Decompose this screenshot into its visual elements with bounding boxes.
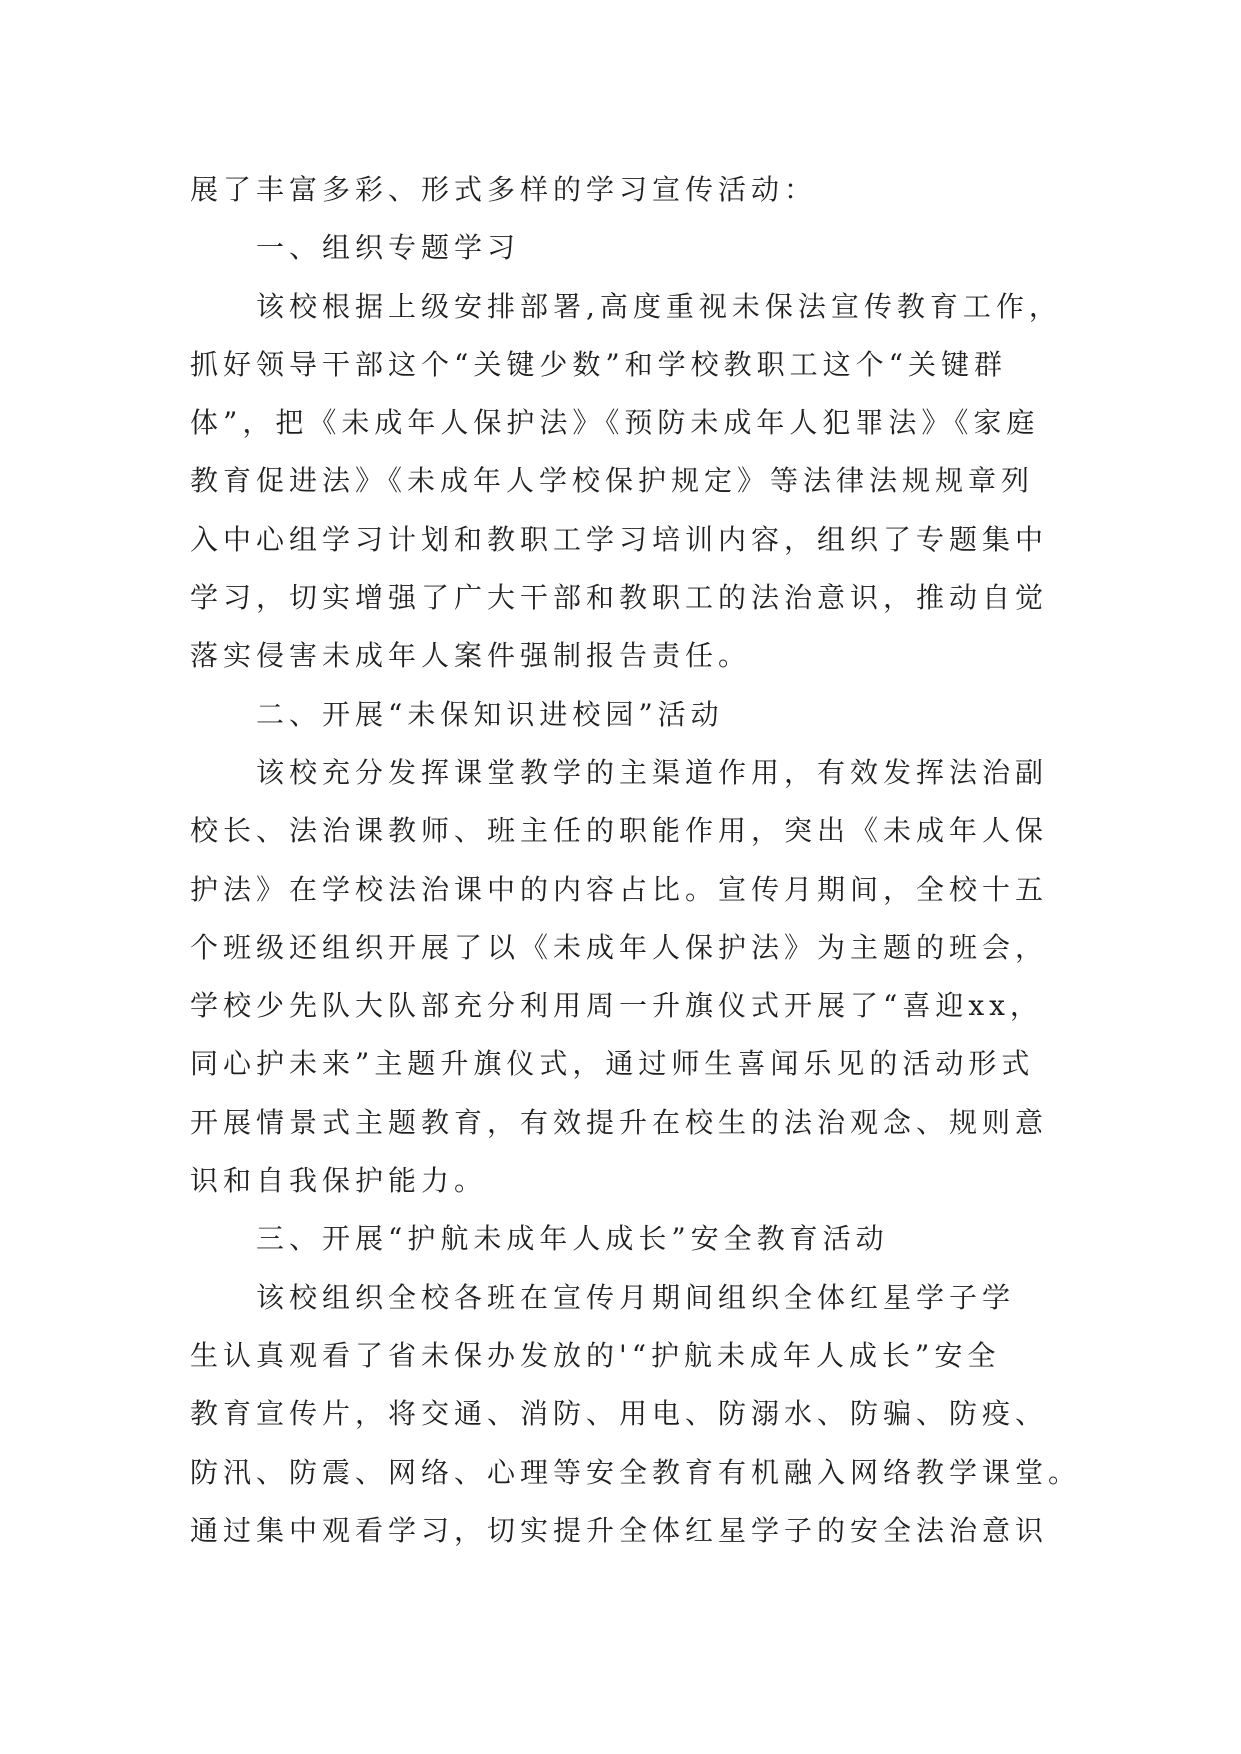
paragraph-line: 学校少先队大队部充分利用周一升旗仪式开展了“喜迎xx， bbox=[190, 989, 1043, 1023]
section-heading: 一、组织专题学习 bbox=[256, 231, 521, 265]
paragraph-line: 同心护未来”主题升旗仪式，通过师生喜闻乐见的活动形式 bbox=[190, 1047, 1035, 1081]
paragraph-line: 抓好领导干部这个“关键少数”和学校教职工这个“关键群 bbox=[190, 347, 1007, 381]
paragraph-line: 落实侵害未成年人案件强制报告责任。 bbox=[190, 639, 752, 673]
paragraph-line: 校长、法治课教师、班主任的职能作用，突出《未成年人保 bbox=[190, 814, 1049, 848]
paragraph-line: 教育促进法》《未成年人学校保护规定》等法律法规规章列 bbox=[190, 464, 1035, 498]
paragraph-line: 该校组织全校各班在宣传月期间组织全体红星学子学 bbox=[256, 1280, 1016, 1314]
section-heading: 二、开展“未保知识进校园”活动 bbox=[256, 697, 724, 731]
paragraph-line: 体”，把《未成年人保护法》《预防未成年人犯罪法》《家庭 bbox=[190, 406, 1040, 440]
paragraph-line: 个班级还组织开展了以《未成年人保护法》为主题的班会， bbox=[190, 930, 1049, 964]
paragraph-line: 开展情景式主题教育，有效提升在校生的法治观念、规则意 bbox=[190, 1105, 1049, 1139]
paragraph-line: 生认真观看了省未保办发放的'“护航未成年人成长”安全 bbox=[190, 1338, 1001, 1372]
paragraph-line: 通过集中观看学习，切实提升全体红星学子的安全法治意识 bbox=[190, 1513, 1049, 1547]
paragraph-line: 该校根据上级安排部署,高度重视未保法宣传教育工作， bbox=[256, 289, 1062, 323]
continued-paragraph-line: 展了丰富多彩、形式多样的学习宣传活动： bbox=[190, 173, 818, 206]
paragraph-line: 学习，切实增强了广大干部和教职工的法治意识，推动自觉 bbox=[190, 581, 1049, 615]
paragraph-line: 入中心组学习计划和教职工学习培训内容，组织了专题集中 bbox=[190, 522, 1049, 556]
paragraph-line: 该校充分发挥课堂教学的主渠道作用，有效发挥法治副 bbox=[256, 755, 1049, 789]
paragraph-line: 识和自我保护能力。 bbox=[190, 1164, 488, 1198]
paragraph-line: 护法》在学校法治课中的内容占比。宣传月期间，全校十五 bbox=[190, 872, 1049, 906]
document-body bbox=[190, 161, 1200, 1560]
section-heading: 三、开展“护航未成年人成长”安全教育活动 bbox=[256, 1222, 889, 1256]
paragraph-line: 防汛、防震、网络、心理等安全教育有机融入网络教学课堂。 bbox=[190, 1455, 1082, 1489]
paragraph-line: 教育宣传片，将交通、消防、用电、防溺水、防骗、防疫、 bbox=[190, 1397, 1049, 1431]
